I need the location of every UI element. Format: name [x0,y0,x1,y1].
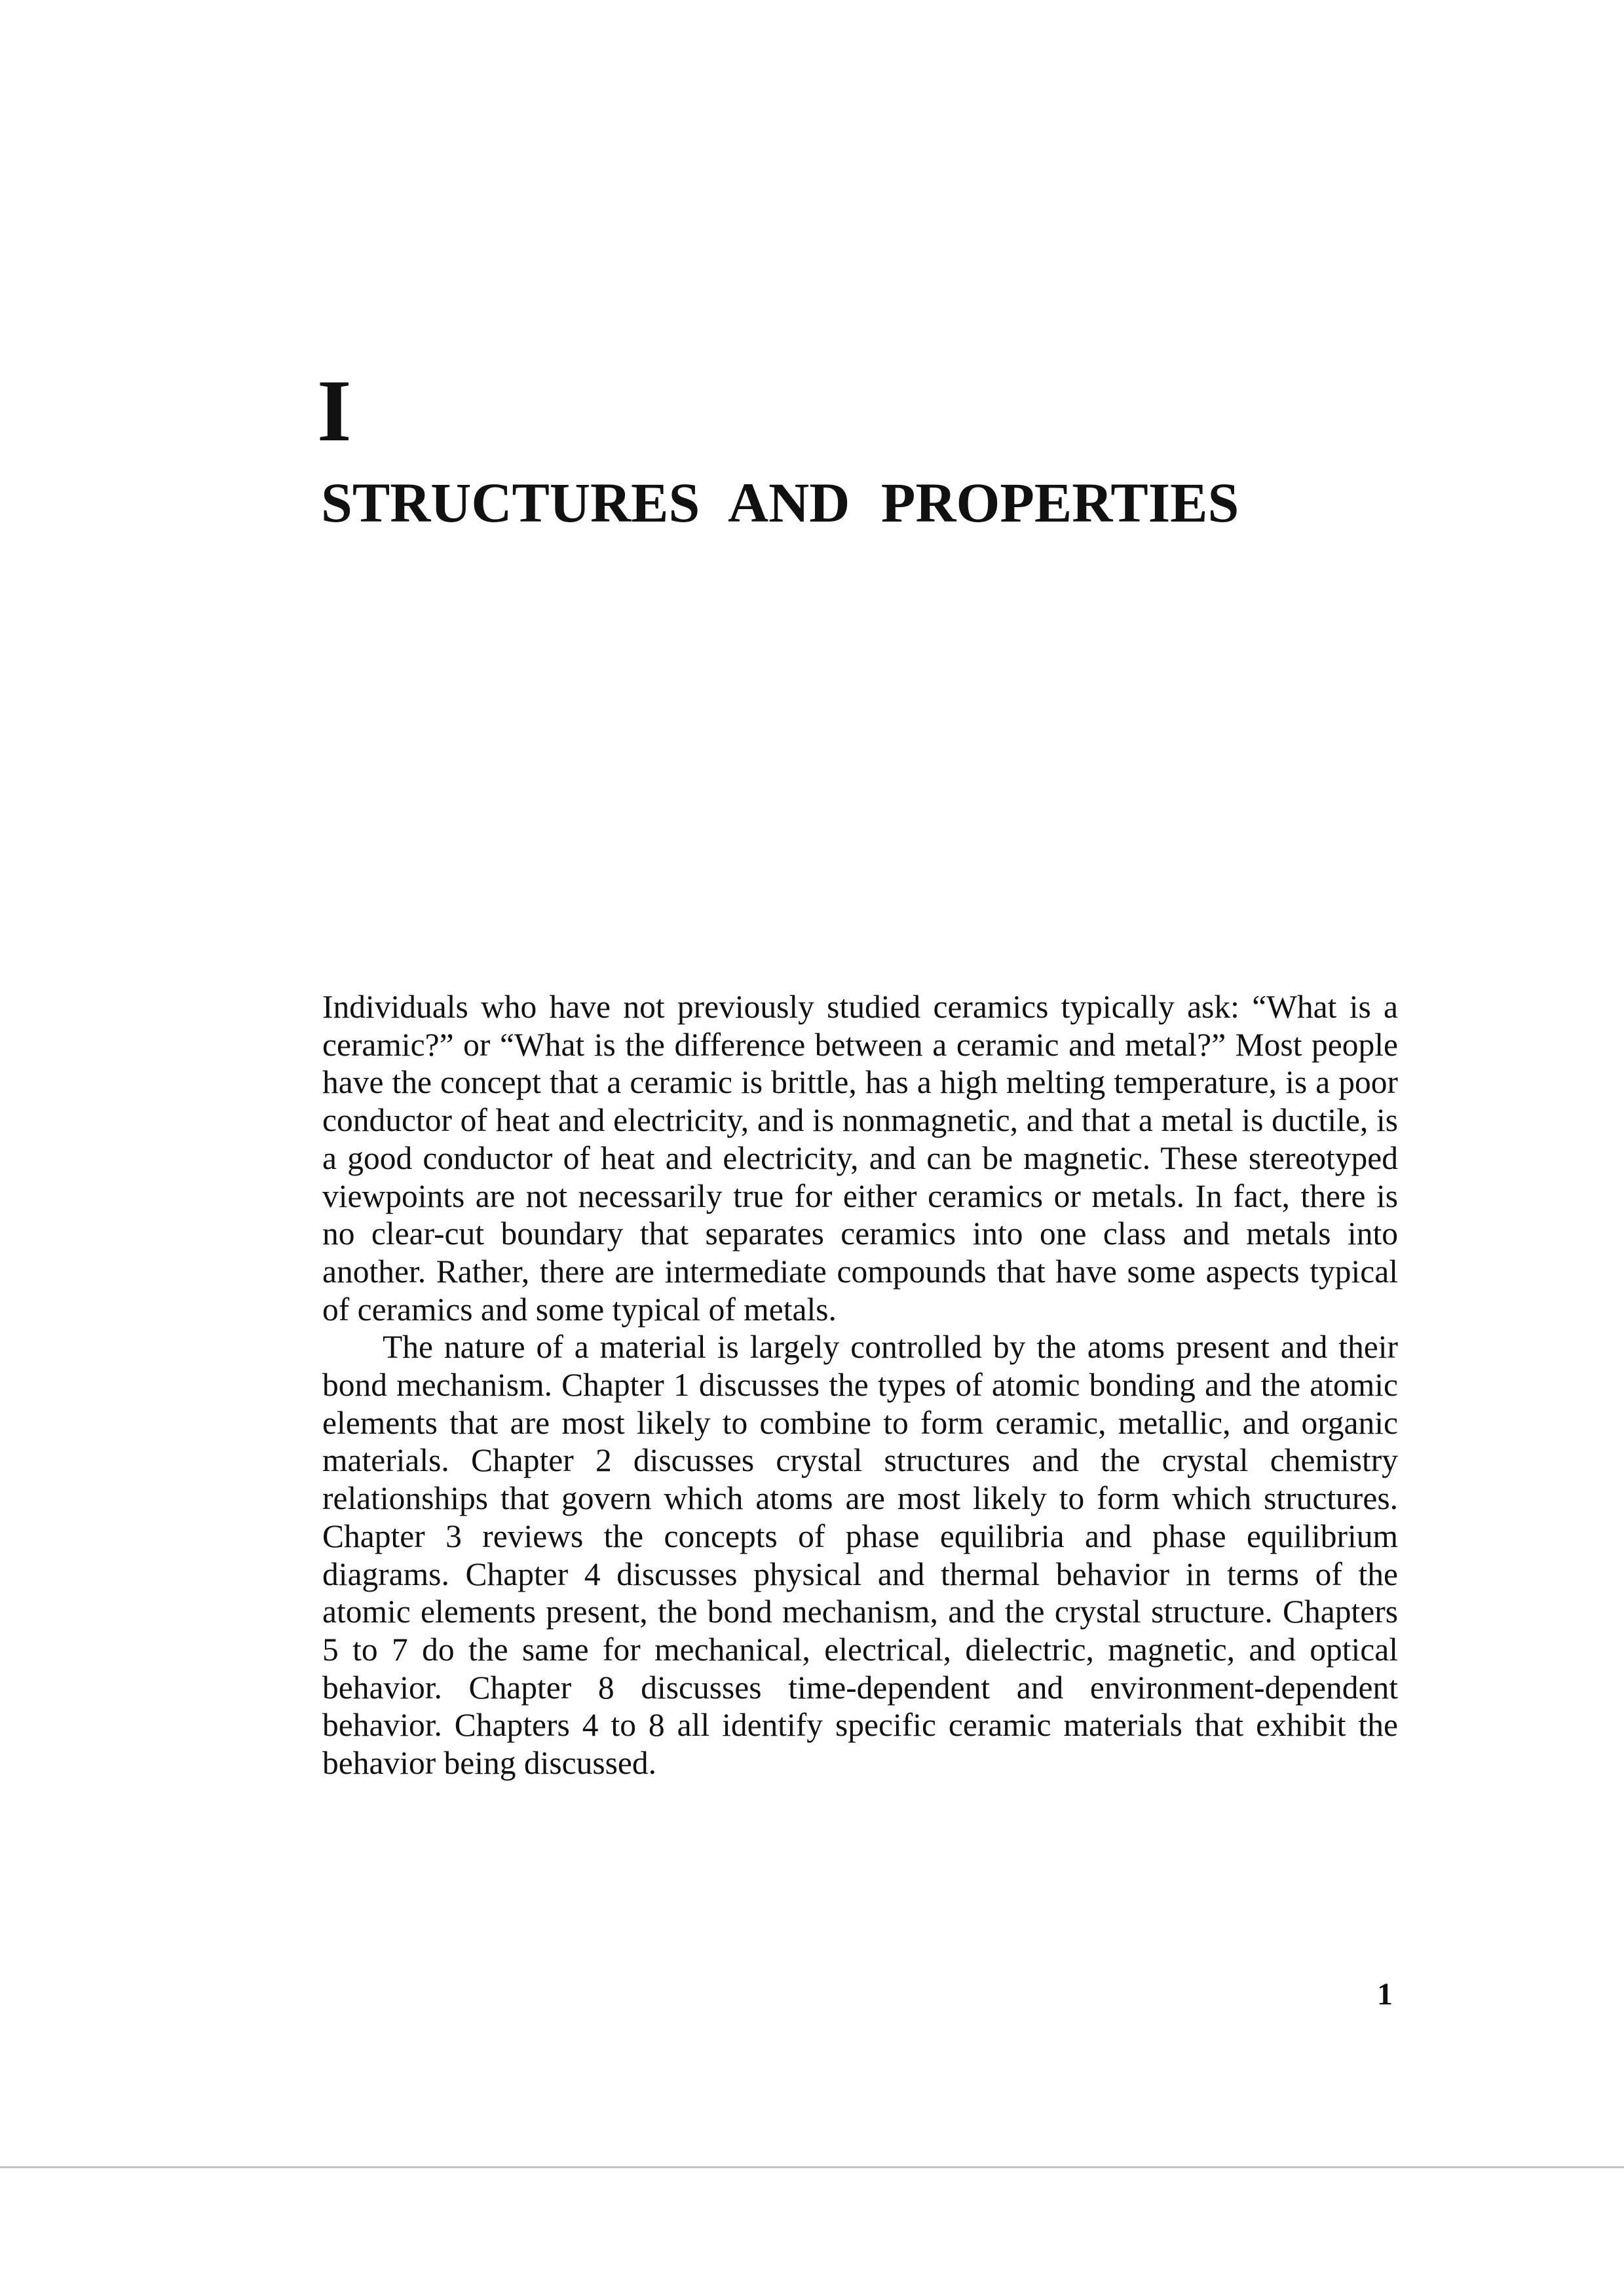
page-number: 1 [1377,1977,1393,2012]
part-title: STRUCTURES AND PROPERTIES [321,471,1239,534]
page-divider [0,2166,1624,2168]
body-text [322,988,1398,1782]
intro-paragraph: Individuals who have not previously studied ceramics typically ask: “What is a ceramic?” or “What is the difference between a ceramic and metal?” Most people have the concept that a ceramic is brittle, has a high melting temperature, is a poor conductor of heat and electricity, and is nonmagnetic, and that a metal is ductile, is a good conductor of heat and electricity, and can be magnetic. These stereotyped viewpoints are not necessarily true for either ceramics or metals. In fact, there is no clear-cut boundary that separates ceramics into one class and metals into another. Rather, there are intermediate compounds that have some aspects typical of ceramics and some typical of metals. [322,989,1398,1328]
chapter-overview-paragraph: The nature of a material is largely controlled by the atoms present and their bond mechanism. Chapter 1 discusses the types of atomic bonding and the atomic elements that are most likely to combine to form ceramic, metallic, and organic materials. Chapter 2 discusses crystal structures and the crystal chemistry relationships that govern which atoms are most likely to form which structures. Chapter 3 reviews the concepts of phase equilibria and phase equilibrium diagrams. Chapter 4 discusses physical and thermal behavior in terms of the atomic elements present, the bond mechanism, and the crystal structure. Chapters 5 to 7 do the same for mechanical, electrical, dielectric, magnetic, and optical behavior. Chapter 8 discusses time-dependent and environment-dependent behavior. Chapters 4 to 8 all identify specific ceramic materials that exhibit the behavior being discussed. [322,1329,1398,1782]
part-number: I [317,362,352,460]
